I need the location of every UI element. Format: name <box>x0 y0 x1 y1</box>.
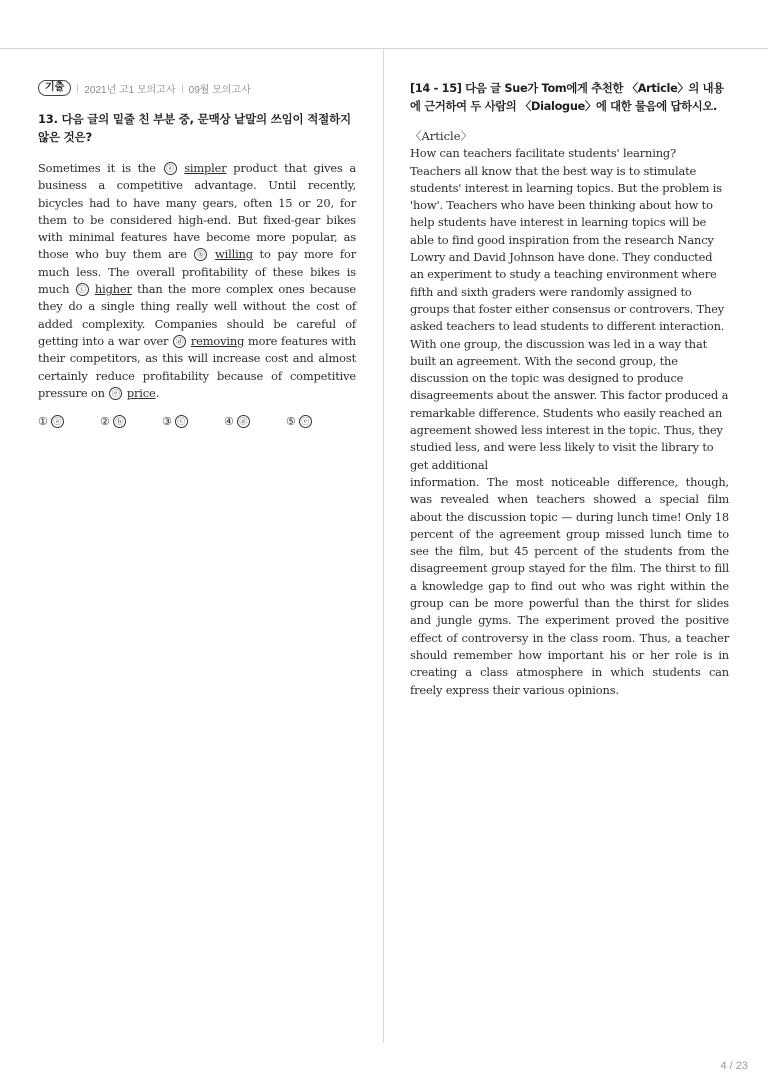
article-paragraph-2: information. The most noticeable difference, though, was revealed when teachers showed a special film about the discussion topic — during lunch time! Only 18 percent of the agreement group missed lunch time to see the film, but 45 percent of the students from the disagreement group stayed for the film. The thirst to fill a knowledge gap to find out who was right within the group can be more powerful than the thirst for slides and jungle gyms. The experiment proved the positive effect of controversy in the class room. Thus, a teacher should remember how important his or her role is in creating a class atmosphere in which students can freely express their various opinions. <box>410 474 729 697</box>
marker-c: ⓒ <box>76 283 89 296</box>
answer-choice-4[interactable] <box>224 415 286 428</box>
page-number: 4 / 23 <box>720 1060 748 1072</box>
passage-text: Sometimes it is the <box>38 161 163 175</box>
article-passage <box>410 145 729 699</box>
passage-text: more features with their competitors, as this will increase cost and almost certainly reduce profitability because of competitive pressure on <box>38 333 356 400</box>
underlined-word-a: simpler <box>184 161 227 175</box>
choice-number: ① <box>38 415 48 429</box>
choice-marker: ⓑ <box>113 415 126 428</box>
question-13-section <box>38 80 356 428</box>
choice-number: ② <box>100 415 110 429</box>
question-14-15-section <box>410 80 729 699</box>
question-source-meta <box>38 80 356 96</box>
choice-marker: ⓔ <box>299 415 312 428</box>
answer-choice-5[interactable] <box>286 415 348 428</box>
underlined-word-e: price <box>126 385 156 400</box>
meta-separator <box>77 84 78 93</box>
choice-number: ④ <box>224 415 234 429</box>
passage-text: product that gives a business a competitive advantage. Until recently, bicycles had to have many gears, often 15 or 20, for them to be considered high-end. But fixed-gear bikes with minimal features have become more popular, as those who buy them are <box>38 161 356 262</box>
answer-choice-3[interactable] <box>162 415 224 428</box>
past-exam-tag: 기출 <box>38 80 71 96</box>
article-paragraph-1: How can teachers facilitate students' learning? Teachers all know that the best way is to stimulate students' interest in learning topics. But the problem is 'how'. Teachers who have been thinking about how to help students have interest in learning topics will be able to find good inspiration from the research Nancy Lowry and David Johnson have done. They conducted an experiment to study a teaching environment where fifth and sixth graders were randomly assigned to groups that foster either consensus or controvers. They asked teachers to lead students to different interaction. With one group, the discussion was led in a way that built an agreement. With the second group, the discussion on the topic was designed to produce disagreements about the answer. This factor produced a remarkable difference. Students who easily reached an agreement showed less interest in the topic. Thus, they studied less, and were less likely to visit the library to get additional <box>410 146 729 472</box>
passage-text: to pay more for much less. The overall profitability of these bikes is much <box>38 247 356 297</box>
choice-number: ③ <box>162 415 172 429</box>
answer-choice-1[interactable] <box>38 415 100 428</box>
question-set-title: [14 - 15] 다음 글 Sue가 Tom에게 추천한 〈Article〉의 내용에 근거하여 두 사람의 〈Dialogue〉에 대한 물음에 답하시오. <box>410 82 724 113</box>
underlined-word-d: removing <box>190 333 245 348</box>
answer-choice-2[interactable] <box>100 415 162 428</box>
article-label: 〈Article〉 <box>410 129 473 143</box>
question-passage <box>38 160 356 402</box>
choice-marker: ⓒ <box>175 415 188 428</box>
passage-text: than the more complex ones because they do a single thing really well without the cost of added complexity. Companies should be careful of getting into a war over <box>38 282 356 348</box>
marker-a: ⓐ <box>164 162 177 175</box>
source-year: 2021년 고1 모의고사 <box>84 84 176 96</box>
header-divider <box>0 48 768 49</box>
marker-e: ⓔ <box>109 387 122 400</box>
marker-b: ⓑ <box>194 248 207 261</box>
column-divider <box>383 49 384 1043</box>
question-title: 13. 다음 글의 밑줄 친 부분 중, 문맥상 낱말의 쓰임이 적절하지 않은 것은? <box>38 112 351 144</box>
choice-marker: ⓓ <box>237 415 250 428</box>
marker-d: ⓓ <box>173 335 186 348</box>
choice-number: ⑤ <box>286 415 296 429</box>
source-month: 09월 모의고사 <box>188 84 251 96</box>
answer-choices <box>38 415 356 428</box>
passage-text: . <box>155 385 160 400</box>
underlined-word-b: willing <box>214 247 253 262</box>
meta-separator <box>182 84 183 93</box>
underlined-word-c: higher <box>94 282 132 297</box>
choice-marker: ⓐ <box>51 415 64 428</box>
